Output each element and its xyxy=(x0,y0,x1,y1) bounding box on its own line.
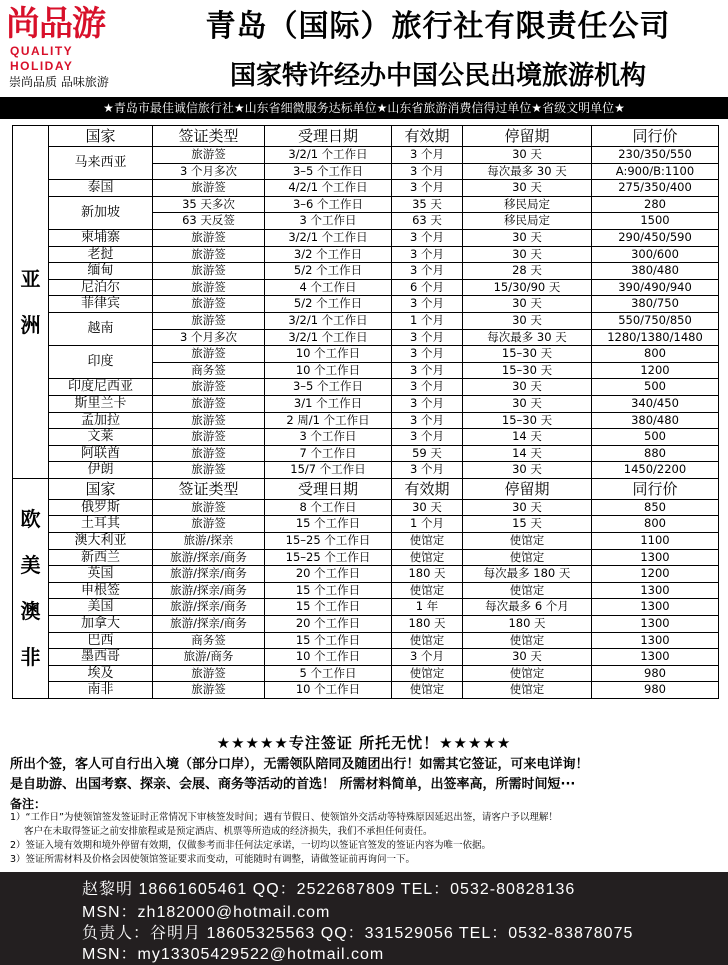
type-cell: 旅游/探亲/商务 xyxy=(153,549,265,566)
days-cell: 7 个工作日 xyxy=(265,445,392,462)
stay-cell: 14 天 xyxy=(463,445,592,462)
company-name: 青岛（国际）旅行社有限责任公司 xyxy=(205,9,671,44)
stay-cell: 15–30 天 xyxy=(463,412,592,429)
valid-cell: 3 个月 xyxy=(392,412,463,429)
table-row xyxy=(13,649,719,666)
table-row xyxy=(13,229,719,246)
valid-cell: 3 个月 xyxy=(392,229,463,246)
country-cell: 新加坡 xyxy=(49,196,153,229)
stay-cell: 30 天 xyxy=(463,462,592,479)
stay-cell: 每次最多 180 天 xyxy=(463,566,592,583)
valid-cell: 180 天 xyxy=(392,616,463,633)
price-cell: 340/450 xyxy=(592,395,719,412)
valid-cell: 35 天 xyxy=(392,196,463,213)
country-cell: 英国 xyxy=(49,566,153,583)
type-cell: 旅游签 xyxy=(153,665,265,682)
price-cell: 980 xyxy=(592,682,719,699)
type-cell: 3 个月多次 xyxy=(153,329,265,346)
price-cell: 980 xyxy=(592,665,719,682)
days-cell: 3/2 个工作日 xyxy=(265,246,392,263)
table-row xyxy=(13,582,719,599)
days-cell: 4/2/1 个工作日 xyxy=(265,180,392,197)
days-cell: 3–6 个工作日 xyxy=(265,196,392,213)
table-row xyxy=(13,379,719,396)
country-cell: 伊朗 xyxy=(49,462,153,479)
type-cell: 35 天多次 xyxy=(153,196,265,213)
valid-cell: 3 个月 xyxy=(392,180,463,197)
stay-cell: 使馆定 xyxy=(463,682,592,699)
type-cell: 旅游签 xyxy=(153,312,265,329)
table-row xyxy=(13,682,719,699)
contact-line-3: 负责人：谷明月 18605325563 QQ：331529056 TEL：0532-83878075 xyxy=(82,925,634,942)
table-row xyxy=(13,346,719,363)
valid-cell: 使馆定 xyxy=(392,533,463,550)
table-row xyxy=(13,566,719,583)
note-line: 2）签证入境有效期和境外停留有效期，仅做参考而非任何法定承诺，一切均以签证官签发的签证内容为唯一依据。 xyxy=(10,840,492,851)
valid-cell: 180 天 xyxy=(392,566,463,583)
type-cell: 旅游签 xyxy=(153,279,265,296)
country-cell: 泰国 xyxy=(49,180,153,197)
price-cell: 1300 xyxy=(592,599,719,616)
intro-line: 是自助游、出国考察、探亲、会展、商务等活动的首选！ 所需材料简单，出签率高，所需时间短··· xyxy=(10,777,576,792)
country-cell: 墨西哥 xyxy=(49,649,153,666)
days-cell: 3 个工作日 xyxy=(265,429,392,446)
country-cell: 加拿大 xyxy=(49,616,153,633)
days-cell: 3 个工作日 xyxy=(265,213,392,230)
stay-cell: 30 天 xyxy=(463,296,592,313)
type-cell: 旅游签 xyxy=(153,395,265,412)
days-cell: 3/2/1 个工作日 xyxy=(265,329,392,346)
country-cell: 巴西 xyxy=(49,632,153,649)
valid-cell: 30 天 xyxy=(392,499,463,516)
type-cell: 旅游/商务 xyxy=(153,649,265,666)
country-cell: 老挝 xyxy=(49,246,153,263)
price-cell: 1100 xyxy=(592,533,719,550)
price-cell: 230/350/550 xyxy=(592,147,719,164)
table-row xyxy=(13,462,719,479)
region-label: 美 xyxy=(20,553,41,578)
price-cell: 550/750/850 xyxy=(592,312,719,329)
valid-cell: 1 年 xyxy=(392,599,463,616)
visa-slogan: ★★★★★专注签证 所托无忧！★★★★★ xyxy=(216,734,512,752)
column-header: 有效期 xyxy=(392,126,463,147)
days-cell: 5/2 个工作日 xyxy=(265,263,392,280)
price-cell: 1200 xyxy=(592,566,719,583)
table-row xyxy=(13,279,719,296)
country-cell: 菲律宾 xyxy=(49,296,153,313)
valid-cell: 3 个月 xyxy=(392,429,463,446)
country-cell: 美国 xyxy=(49,599,153,616)
stay-cell: 移民局定 xyxy=(463,213,592,230)
valid-cell: 使馆定 xyxy=(392,632,463,649)
days-cell: 3/2/1 个工作日 xyxy=(265,312,392,329)
stay-cell: 使馆定 xyxy=(463,533,592,550)
valid-cell: 3 个月 xyxy=(392,263,463,280)
stay-cell: 使馆定 xyxy=(463,632,592,649)
logo-slogan: 崇尚品质 品味旅游 xyxy=(9,75,109,89)
region-label: 亚 xyxy=(20,266,41,291)
price-cell: 380/750 xyxy=(592,296,719,313)
valid-cell: 1 个月 xyxy=(392,312,463,329)
valid-cell: 3 个月 xyxy=(392,147,463,164)
contact-line-1: 赵黎明 18661605461 QQ：2522687809 TEL：0532-80828136 xyxy=(82,881,576,898)
table-row xyxy=(13,499,719,516)
honors-banner: ★青岛市最佳诚信旅行社★山东省细微服务达标单位★山东省旅游消费信得过单位★省级文明单位★ xyxy=(0,97,728,119)
column-header: 有效期 xyxy=(392,478,463,499)
type-cell: 旅游签 xyxy=(153,229,265,246)
price-cell: 280 xyxy=(592,196,719,213)
days-cell: 3/2/1 个工作日 xyxy=(265,147,392,164)
valid-cell: 3 个月 xyxy=(392,296,463,313)
days-cell: 3/2/1 个工作日 xyxy=(265,229,392,246)
column-header: 签证类型 xyxy=(153,126,265,147)
stay-cell: 30 天 xyxy=(463,312,592,329)
stay-cell: 14 天 xyxy=(463,429,592,446)
column-header: 同行价 xyxy=(592,126,719,147)
type-cell: 旅游签 xyxy=(153,246,265,263)
valid-cell: 3 个月 xyxy=(392,246,463,263)
price-cell: 850 xyxy=(592,499,719,516)
type-cell: 旅游签 xyxy=(153,412,265,429)
column-header: 受理日期 xyxy=(265,126,392,147)
days-cell: 5 个工作日 xyxy=(265,665,392,682)
table-header-row xyxy=(13,126,719,147)
country-cell: 澳大利亚 xyxy=(49,533,153,550)
table-row xyxy=(13,616,719,633)
intro-line: 所出个签，客人可自行出入境（部分口岸），无需领队陪同及随团出行！如需其它签证，可来电详询！ xyxy=(10,757,589,772)
stay-cell: 15–30 天 xyxy=(463,346,592,363)
type-cell: 旅游签 xyxy=(153,379,265,396)
days-cell: 5/2 个工作日 xyxy=(265,296,392,313)
country-cell: 南非 xyxy=(49,682,153,699)
country-cell: 尼泊尔 xyxy=(49,279,153,296)
price-cell: A:900/B:1100 xyxy=(592,163,719,180)
column-header: 国家 xyxy=(49,126,153,147)
days-cell: 4 个工作日 xyxy=(265,279,392,296)
valid-cell: 3 个月 xyxy=(392,649,463,666)
stay-cell: 30 天 xyxy=(463,180,592,197)
type-cell: 3 个月多次 xyxy=(153,163,265,180)
days-cell: 3–5 个工作日 xyxy=(265,379,392,396)
price-cell: 300/600 xyxy=(592,246,719,263)
valid-cell: 3 个月 xyxy=(392,379,463,396)
table-row xyxy=(13,180,719,197)
days-cell: 2 周/1 个工作日 xyxy=(265,412,392,429)
note-line: 客户在未取得签证之前安排旅程或是预定酒店、机票等所造成的经济损失，我们不承担任何责任。 xyxy=(24,826,433,837)
type-cell: 旅游签 xyxy=(153,296,265,313)
valid-cell: 63 天 xyxy=(392,213,463,230)
column-header: 停留期 xyxy=(463,126,592,147)
table-row xyxy=(13,312,719,329)
column-header: 签证类型 xyxy=(153,478,265,499)
logo-chinese: 尚品游 xyxy=(6,4,105,44)
region-label: 欧 xyxy=(20,507,41,532)
agency-title: 国家特许经办中国公民出境旅游机构 xyxy=(229,61,646,91)
valid-cell: 3 个月 xyxy=(392,163,463,180)
country-cell: 新西兰 xyxy=(49,549,153,566)
valid-cell: 3 个月 xyxy=(392,329,463,346)
country-cell: 印度尼西亚 xyxy=(49,379,153,396)
price-cell: 500 xyxy=(592,379,719,396)
note-line: 3）签证所需材料及价格会因使领馆签证要求而变动，可能随时有调整，请做签证前再询问一下。 xyxy=(10,854,416,865)
price-cell: 800 xyxy=(592,346,719,363)
price-cell: 800 xyxy=(592,516,719,533)
price-cell: 390/490/940 xyxy=(592,279,719,296)
stay-cell: 每次最多 30 天 xyxy=(463,163,592,180)
price-cell: 1300 xyxy=(592,549,719,566)
price-cell: 500 xyxy=(592,429,719,446)
stay-cell: 15–30 天 xyxy=(463,362,592,379)
days-cell: 15 个工作日 xyxy=(265,516,392,533)
type-cell: 63 天反签 xyxy=(153,213,265,230)
table-row xyxy=(13,445,719,462)
days-cell: 15/7 个工作日 xyxy=(265,462,392,479)
valid-cell: 59 天 xyxy=(392,445,463,462)
country-cell: 斯里兰卡 xyxy=(49,395,153,412)
days-cell: 10 个工作日 xyxy=(265,649,392,666)
price-cell: 1300 xyxy=(592,632,719,649)
stay-cell: 30 天 xyxy=(463,147,592,164)
type-cell: 商务签 xyxy=(153,362,265,379)
table-row xyxy=(13,632,719,649)
table-row xyxy=(13,196,719,213)
valid-cell: 3 个月 xyxy=(392,395,463,412)
table-row xyxy=(13,263,719,280)
logo xyxy=(6,4,140,90)
valid-cell: 6 个月 xyxy=(392,279,463,296)
note-line: 1）“工作日”为使领馆签发签证时正常情况下审核签发时间；遇有节假日、使领馆外交活动等特殊原因延迟出签，请客户予以理解！ xyxy=(10,812,558,823)
stay-cell: 30 天 xyxy=(463,229,592,246)
type-cell: 旅游签 xyxy=(153,499,265,516)
country-cell: 埃及 xyxy=(49,665,153,682)
intro-text xyxy=(10,755,720,795)
valid-cell: 使馆定 xyxy=(392,549,463,566)
valid-cell: 3 个月 xyxy=(392,346,463,363)
days-cell: 10 个工作日 xyxy=(265,346,392,363)
country-cell: 缅甸 xyxy=(49,263,153,280)
days-cell: 3/1 个工作日 xyxy=(265,395,392,412)
table-row xyxy=(13,412,719,429)
stay-cell: 每次最多 30 天 xyxy=(463,329,592,346)
valid-cell: 3 个月 xyxy=(392,362,463,379)
table-row xyxy=(13,246,719,263)
price-cell: 1280/1380/1480 xyxy=(592,329,719,346)
stay-cell: 15 天 xyxy=(463,516,592,533)
country-cell: 土耳其 xyxy=(49,516,153,533)
price-cell: 1450/2200 xyxy=(592,462,719,479)
days-cell: 20 个工作日 xyxy=(265,616,392,633)
price-cell: 275/350/400 xyxy=(592,180,719,197)
table-row xyxy=(13,395,719,412)
table-row xyxy=(13,549,719,566)
price-cell: 1300 xyxy=(592,616,719,633)
region-cell xyxy=(13,478,49,698)
stay-cell: 30 天 xyxy=(463,379,592,396)
table-row xyxy=(13,296,719,313)
header xyxy=(0,0,728,97)
stay-cell: 使馆定 xyxy=(463,665,592,682)
contact-line-2: MSN：zh182000@hotmail.com xyxy=(82,904,331,921)
type-cell: 旅游签 xyxy=(153,682,265,699)
country-cell: 俄罗斯 xyxy=(49,499,153,516)
country-cell: 柬埔寨 xyxy=(49,229,153,246)
region-label: 澳 xyxy=(20,599,41,624)
table-row xyxy=(13,599,719,616)
table-header-row xyxy=(13,478,719,499)
days-cell: 15–25 个工作日 xyxy=(265,533,392,550)
type-cell: 旅游签 xyxy=(153,263,265,280)
days-cell: 20 个工作日 xyxy=(265,566,392,583)
table-row xyxy=(13,533,719,550)
days-cell: 15 个工作日 xyxy=(265,582,392,599)
stay-cell: 30 天 xyxy=(463,395,592,412)
country-cell: 孟加拉 xyxy=(49,412,153,429)
type-cell: 旅游签 xyxy=(153,516,265,533)
column-header: 停留期 xyxy=(463,478,592,499)
table-row xyxy=(13,516,719,533)
country-cell: 越南 xyxy=(49,312,153,345)
days-cell: 10 个工作日 xyxy=(265,682,392,699)
stay-cell: 15/30/90 天 xyxy=(463,279,592,296)
price-cell: 1300 xyxy=(592,582,719,599)
price-cell: 880 xyxy=(592,445,719,462)
stay-cell: 每次最多 6 个月 xyxy=(463,599,592,616)
price-cell: 1300 xyxy=(592,649,719,666)
price-cell: 1200 xyxy=(592,362,719,379)
type-cell: 旅游签 xyxy=(153,462,265,479)
contact-line-4: MSN：my13305429522@hotmail.com xyxy=(82,946,385,963)
valid-cell: 3 个月 xyxy=(392,462,463,479)
country-cell: 印度 xyxy=(49,346,153,379)
days-cell: 15 个工作日 xyxy=(265,599,392,616)
country-cell: 文莱 xyxy=(49,429,153,446)
visa-table xyxy=(12,125,719,699)
stay-cell: 30 天 xyxy=(463,649,592,666)
logo-english: QUALITY HOLIDAY xyxy=(10,44,74,73)
table-row xyxy=(13,665,719,682)
column-header: 国家 xyxy=(49,478,153,499)
type-cell: 旅游签 xyxy=(153,147,265,164)
valid-cell: 使馆定 xyxy=(392,582,463,599)
notes-label: 备注： xyxy=(10,797,47,811)
valid-cell: 使馆定 xyxy=(392,665,463,682)
valid-cell: 使馆定 xyxy=(392,682,463,699)
type-cell: 旅游签 xyxy=(153,346,265,363)
stay-cell: 使馆定 xyxy=(463,549,592,566)
column-header: 受理日期 xyxy=(265,478,392,499)
days-cell: 3–5 个工作日 xyxy=(265,163,392,180)
stay-cell: 180 天 xyxy=(463,616,592,633)
country-cell: 申根签 xyxy=(49,582,153,599)
type-cell: 旅游签 xyxy=(153,180,265,197)
type-cell: 旅游/探亲/商务 xyxy=(153,616,265,633)
stay-cell: 使馆定 xyxy=(463,582,592,599)
type-cell: 旅游/探亲/商务 xyxy=(153,582,265,599)
region-label: 非 xyxy=(20,645,41,670)
days-cell: 8 个工作日 xyxy=(265,499,392,516)
notes xyxy=(10,797,722,867)
table-row xyxy=(13,429,719,446)
days-cell: 15–25 个工作日 xyxy=(265,549,392,566)
type-cell: 旅游/探亲 xyxy=(153,533,265,550)
visa-table-wrapper xyxy=(12,125,718,699)
price-cell: 290/450/590 xyxy=(592,229,719,246)
stay-cell: 28 天 xyxy=(463,263,592,280)
contact-panel xyxy=(0,872,728,965)
price-cell: 380/480 xyxy=(592,263,719,280)
type-cell: 旅游/探亲/商务 xyxy=(153,566,265,583)
country-cell: 马来西亚 xyxy=(49,147,153,180)
column-header: 同行价 xyxy=(592,478,719,499)
type-cell: 商务签 xyxy=(153,632,265,649)
stay-cell: 30 天 xyxy=(463,499,592,516)
region-label: 洲 xyxy=(20,312,41,337)
valid-cell: 1 个月 xyxy=(392,516,463,533)
type-cell: 旅游签 xyxy=(153,445,265,462)
price-cell: 380/480 xyxy=(592,412,719,429)
days-cell: 10 个工作日 xyxy=(265,362,392,379)
type-cell: 旅游签 xyxy=(153,429,265,446)
region-cell xyxy=(13,126,49,479)
price-cell: 1500 xyxy=(592,213,719,230)
stay-cell: 移民局定 xyxy=(463,196,592,213)
country-cell: 阿联酋 xyxy=(49,445,153,462)
table-row xyxy=(13,147,719,164)
type-cell: 旅游/探亲/商务 xyxy=(153,599,265,616)
days-cell: 15 个工作日 xyxy=(265,632,392,649)
stay-cell: 30 天 xyxy=(463,246,592,263)
